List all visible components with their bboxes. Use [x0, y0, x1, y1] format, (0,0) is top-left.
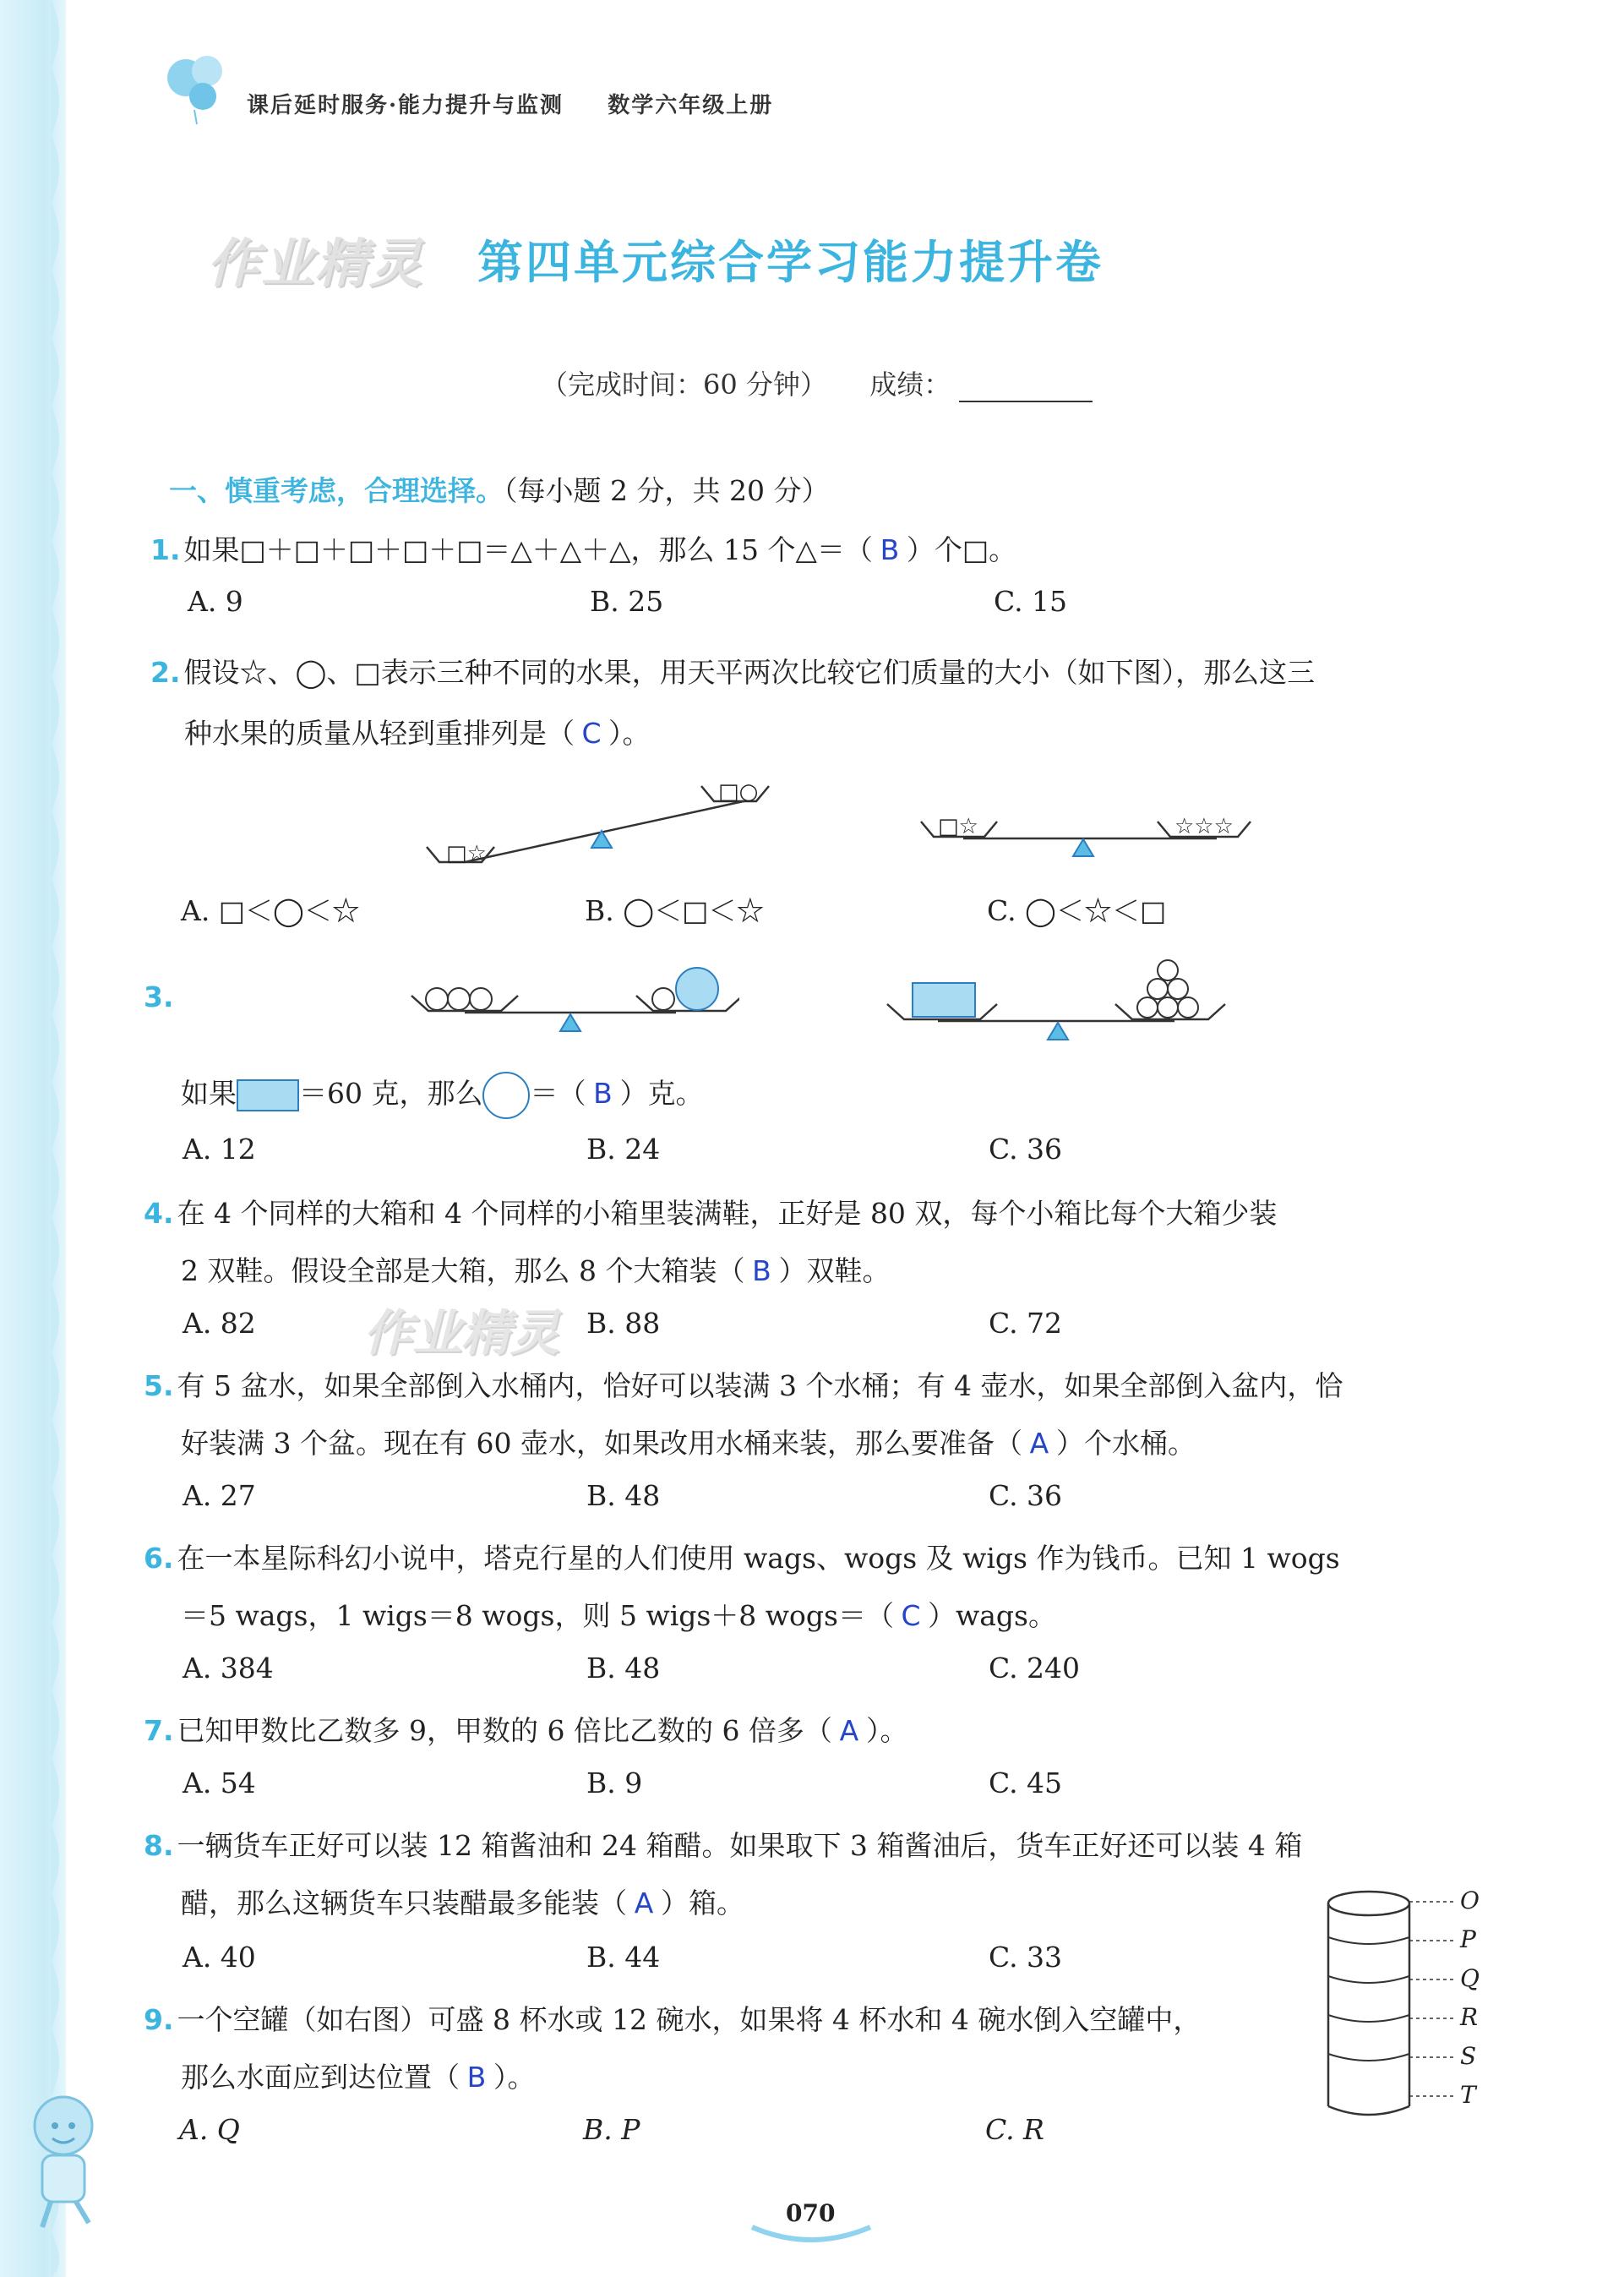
answer-4[interactable]: B — [752, 1254, 771, 1287]
q9-option-c[interactable]: C. R — [985, 2113, 1044, 2146]
balance-scale-2-diagram — [904, 786, 1276, 871]
q5-option-b[interactable]: B. 48 — [586, 1479, 661, 1512]
circle-shape-icon — [482, 1072, 530, 1119]
question-text: 那么水面应到达位置（ — [181, 2061, 460, 2094]
question-3-number — [144, 980, 177, 1013]
answer-1[interactable]: B — [880, 533, 900, 566]
q8-option-c[interactable]: C. 33 — [989, 1941, 1063, 1974]
q8-option-a[interactable]: A. 40 — [183, 1941, 256, 1974]
question-text: ＝5 wags，1 wigs＝8 wogs，则 5 wigs＋8 wogs＝（ — [181, 1599, 894, 1632]
q9-option-b[interactable]: B. P — [583, 2113, 640, 2146]
q3-option-b[interactable]: B. 24 — [586, 1133, 661, 1166]
question-text: ）wags。 — [927, 1599, 1056, 1632]
jar-label-q: Q — [1460, 1964, 1480, 1992]
question-number: 9. — [144, 2003, 174, 2036]
jar-label-t: T — [1460, 2081, 1476, 2109]
question-text: 醋，那么这辆货车只装醋最多能装（ — [181, 1887, 627, 1919]
answer-9[interactable]: B — [466, 2061, 487, 2094]
question-6-line2 — [181, 1594, 1056, 1634]
question-8-line1 — [144, 1824, 1302, 1864]
time-limit: （完成时间：60 分钟） — [541, 369, 827, 401]
q4-option-b[interactable]: B. 88 — [586, 1307, 661, 1340]
question-text: 2 双鞋。假设全部是大箱，那么 8 个大箱装（ — [181, 1254, 745, 1287]
question-number: 7. — [144, 1714, 174, 1747]
question-text: ）个□。 — [906, 533, 1017, 566]
page-title: 第四单元综合学习能力提升卷 — [477, 236, 1104, 289]
answer-7[interactable]: A — [839, 1714, 859, 1747]
question-6-line1 — [144, 1537, 1340, 1576]
q8-option-b[interactable]: B. 44 — [586, 1941, 661, 1974]
question-5-line2 — [181, 1422, 1196, 1461]
q6-option-a[interactable]: A. 384 — [183, 1652, 274, 1685]
section-label: 一、慎重考虑，合理选择。 — [169, 474, 504, 507]
header-subject-text: 数学六年级上册 — [608, 93, 774, 118]
question-text: 种水果的质量从轻到重排列是（ — [184, 717, 575, 750]
question-number: 1. — [150, 533, 181, 566]
q3-option-a[interactable]: A. 12 — [183, 1133, 256, 1166]
header-series — [247, 88, 773, 119]
answer-2[interactable]: C — [581, 717, 602, 750]
balance-scale-4-diagram — [879, 953, 1234, 1046]
question-text: 在 4 个同样的大箱和 4 个同样的小箱里装满鞋，正好是 80 双，每个小箱比每个大箱少装 — [177, 1197, 1278, 1230]
question-text: ）。 — [493, 2061, 536, 2094]
q4-option-a[interactable]: A. 82 — [183, 1307, 256, 1340]
question-number: 6. — [144, 1542, 174, 1575]
question-number: 8. — [144, 1829, 174, 1862]
jar-label-s: S — [1460, 2042, 1477, 2070]
q2-option-c[interactable]: C. ◯＜☆＜□ — [987, 894, 1167, 927]
q5-option-c[interactable]: C. 36 — [989, 1479, 1063, 1512]
question-text: 一辆货车正好可以装 12 箱酱油和 24 箱醋。如果取下 3 箱酱油后，货车正好还可以装 4 箱 — [177, 1829, 1303, 1862]
question-9-line2 — [181, 2056, 536, 2095]
q1-option-b[interactable]: B. 25 — [590, 585, 664, 618]
question-3-text — [181, 1072, 703, 1119]
q2-option-a[interactable]: A. □＜◯＜☆ — [181, 894, 360, 927]
q4-option-c[interactable]: C. 72 — [989, 1307, 1063, 1340]
q1-option-c[interactable]: C. 15 — [994, 585, 1068, 618]
jar-diagram — [1327, 1885, 1462, 2130]
header-series-text: 课后延时服务·能力提升与监测 — [247, 93, 564, 118]
q5-option-a[interactable]: A. 27 — [183, 1479, 256, 1512]
balance-scale-3-diagram — [401, 955, 739, 1040]
cartoon-boy-illustration — [17, 2088, 118, 2231]
question-2-line2 — [184, 712, 651, 751]
score-label: 成绩： — [869, 369, 951, 401]
q3-option-c[interactable]: C. 36 — [989, 1133, 1063, 1166]
question-text: ＝60 克，那么 — [299, 1077, 483, 1110]
score-blank[interactable] — [959, 377, 1093, 402]
q7-option-a[interactable]: A. 54 — [183, 1766, 256, 1799]
question-text: ）双鞋。 — [778, 1254, 891, 1287]
answer-6[interactable]: C — [901, 1599, 921, 1632]
title-watermark: 作业精灵 — [207, 232, 424, 294]
q7-option-c[interactable]: C. 45 — [989, 1766, 1063, 1799]
question-4-line2 — [181, 1249, 890, 1289]
question-text: 好装满 3 个盆。现在有 60 壶水，如果改用水桶来装，那么要准备（ — [181, 1427, 1022, 1460]
question-text: 如果□＋□＋□＋□＋□＝△＋△＋△，那么 15 个△＝（ — [183, 533, 873, 566]
q1-option-a[interactable]: A. 9 — [188, 585, 243, 618]
question-text: ）箱。 — [661, 1887, 744, 1919]
scale2-right-items: ☆☆☆ — [1174, 814, 1234, 839]
question-text: 一个空罐（如右图）可盛 8 杯水或 12 碗水，如果将 4 杯水和 4 碗水倒入空罐中， — [177, 2003, 1202, 2036]
scale1-right-items: □○ — [718, 779, 759, 805]
question-text: ）克。 — [619, 1077, 704, 1110]
balloon-logo-icon — [165, 52, 232, 128]
question-number: 5. — [144, 1369, 174, 1402]
page-number: 070 — [786, 2199, 836, 2227]
question-5-line1 — [144, 1364, 1343, 1404]
edge-wave-decoration — [51, 0, 84, 2277]
question-text: 已知甲数比乙数多 9，甲数的 6 倍比乙数的 6 倍多（ — [177, 1714, 832, 1747]
question-text: ）。 — [608, 717, 651, 750]
section-note: （每小题 2 分，共 20 分） — [504, 474, 830, 507]
jar-label-r: R — [1460, 2003, 1479, 2031]
question-text: ＝（ — [530, 1077, 586, 1110]
jar-label-o: O — [1460, 1887, 1480, 1914]
question-text: ）个水桶。 — [1055, 1427, 1196, 1460]
question-text: 假设☆、◯、□表示三种不同的水果，用天平两次比较它们质量的大小（如下图），那么这三 — [183, 656, 1316, 689]
balance-scale-1-diagram — [414, 761, 786, 871]
q9-option-a[interactable]: A. Q — [179, 2113, 240, 2146]
question-number: 3. — [144, 980, 174, 1013]
q7-option-b[interactable]: B. 9 — [586, 1766, 643, 1799]
section-heading — [169, 469, 829, 509]
q6-option-b[interactable]: B. 48 — [586, 1652, 661, 1685]
question-4-line1 — [144, 1192, 1277, 1231]
question-text: 有 5 盆水，如果全部倒入水桶内，恰好可以装满 3 个水桶；有 4 壶水，如果全部倒入盆内，恰 — [177, 1369, 1343, 1402]
question-number: 2. — [150, 656, 181, 689]
question-8-line2 — [181, 1881, 744, 1921]
subtitle — [541, 363, 1093, 402]
question-text: ）。 — [865, 1714, 908, 1747]
question-2-line1 — [150, 651, 1315, 691]
answer-5[interactable]: A — [1029, 1427, 1049, 1460]
scale2-left-items: □☆ — [938, 814, 978, 839]
question-9-line1 — [144, 1998, 1201, 2038]
rectangle-shape-icon — [237, 1079, 299, 1111]
q2-option-b[interactable]: B. ◯＜□＜☆ — [585, 894, 765, 927]
q6-option-c[interactable]: C. 240 — [989, 1652, 1081, 1685]
body-watermark: 作业精灵 — [363, 1304, 560, 1362]
question-text: 如果 — [181, 1077, 237, 1110]
question-7 — [144, 1709, 907, 1749]
jar-label-p: P — [1460, 1925, 1476, 1953]
question-1 — [150, 528, 1016, 568]
question-text: 在一本星际科幻小说中，塔克行星的人们使用 wags、wogs 及 wigs 作为钱币。已知 1 wogs — [177, 1542, 1340, 1575]
question-number: 4. — [144, 1197, 174, 1230]
scale1-left-items: □☆ — [446, 841, 487, 866]
answer-8[interactable]: A — [634, 1887, 654, 1919]
answer-3[interactable]: B — [593, 1077, 613, 1110]
